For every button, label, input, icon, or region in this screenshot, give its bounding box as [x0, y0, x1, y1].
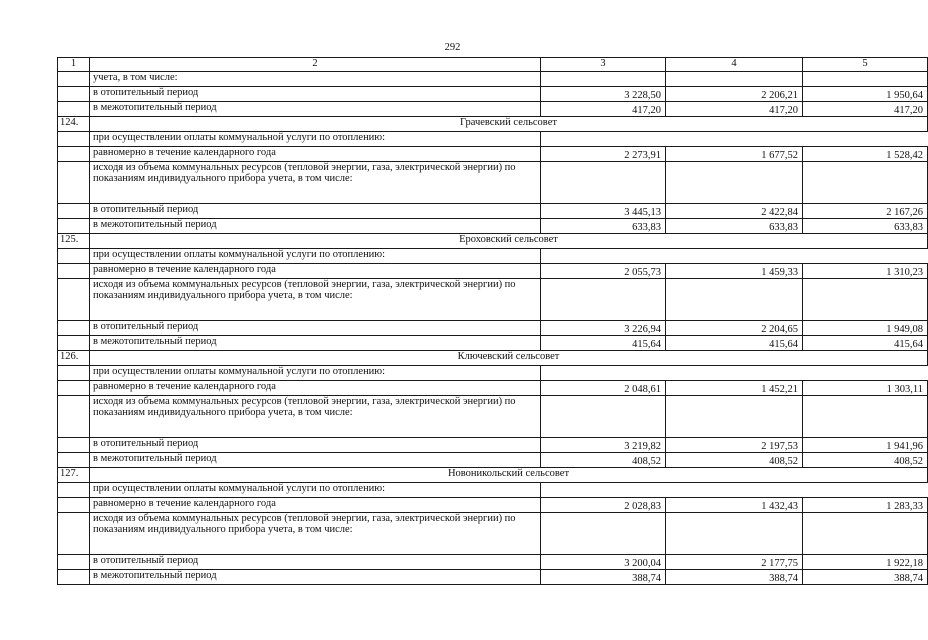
value-col-3: 415,64 [541, 336, 666, 351]
value-col-3: 3 200,04 [541, 555, 666, 570]
value-col-5 [803, 396, 928, 438]
row-description: равномерно в течение календарного года [90, 147, 541, 162]
row-index [58, 396, 90, 438]
table-row [58, 570, 928, 585]
row-description: в отопительный период [90, 87, 541, 102]
table-row [58, 396, 928, 438]
table-row [58, 147, 928, 162]
row-index [58, 102, 90, 117]
row-index [58, 570, 90, 585]
section-title: Ключевский сельсовет [90, 351, 928, 366]
empty-cell [541, 132, 928, 147]
row-index: 126. [58, 351, 90, 366]
row-index [58, 438, 90, 453]
empty-cell [541, 483, 928, 498]
value-col-3: 3 219,82 [541, 438, 666, 453]
row-index [58, 264, 90, 279]
row-index: 127. [58, 468, 90, 483]
row-index [58, 498, 90, 513]
table-row [58, 87, 928, 102]
table-row [58, 264, 928, 279]
table-row [58, 453, 928, 468]
row-description: исходя из объема коммунальных ресурсов (тепловой энергии, газа, электрической энергии) по показаниям индивидуального прибора учета, в том числе: [90, 279, 541, 321]
row-description: исходя из объема коммунальных ресурсов (тепловой энергии, газа, электрической энергии) по показаниям индивидуального прибора учета, в том числе: [90, 162, 541, 204]
value-col-3 [541, 162, 666, 204]
section-row [58, 234, 928, 249]
value-col-5: 1 528,42 [803, 147, 928, 162]
row-description: равномерно в течение календарного года [90, 381, 541, 396]
row-index [58, 453, 90, 468]
row-index [58, 513, 90, 555]
value-col-3: 3 445,13 [541, 204, 666, 219]
value-col-5 [803, 162, 928, 204]
value-col-5: 1 941,96 [803, 438, 928, 453]
row-description: исходя из объема коммунальных ресурсов (тепловой энергии, газа, электрической энергии) по показаниям индивидуального прибора учета, в том числе: [90, 513, 541, 555]
value-col-5: 415,64 [803, 336, 928, 351]
value-col-5: 1 922,18 [803, 555, 928, 570]
value-col-4: 2 422,84 [666, 204, 803, 219]
value-col-4: 415,64 [666, 336, 803, 351]
value-col-3 [541, 72, 666, 87]
row-index: 124. [58, 117, 90, 132]
table-row [58, 483, 928, 498]
value-col-3: 633,83 [541, 219, 666, 234]
row-index [58, 483, 90, 498]
row-index [58, 381, 90, 396]
tariff-table [57, 57, 928, 585]
value-col-4: 2 204,65 [666, 321, 803, 336]
empty-cell [541, 366, 928, 381]
section-row [58, 351, 928, 366]
row-description: учета, в том числе: [90, 72, 541, 87]
table-body [58, 58, 928, 585]
value-col-3: 3 228,50 [541, 87, 666, 102]
value-col-3: 2 048,61 [541, 381, 666, 396]
value-col-4: 2 206,21 [666, 87, 803, 102]
header-cell-3: 3 [541, 58, 666, 72]
value-col-4 [666, 396, 803, 438]
table-row [58, 438, 928, 453]
section-title: Грачевский сельсовет [90, 117, 928, 132]
row-index: 125. [58, 234, 90, 249]
row-description: равномерно в течение календарного года [90, 498, 541, 513]
value-col-5: 633,83 [803, 219, 928, 234]
value-col-4: 1 452,21 [666, 381, 803, 396]
value-col-5 [803, 72, 928, 87]
value-col-4: 1 677,52 [666, 147, 803, 162]
section-row [58, 117, 928, 132]
table-row [58, 219, 928, 234]
row-description: в межотопительный период [90, 453, 541, 468]
row-label: при осуществлении оплаты коммунальной услуги по отоплению: [90, 132, 541, 147]
row-index [58, 555, 90, 570]
value-col-4: 1 459,33 [666, 264, 803, 279]
table-row [58, 381, 928, 396]
value-col-4 [666, 72, 803, 87]
row-index [58, 87, 90, 102]
value-col-3 [541, 279, 666, 321]
table-row [58, 279, 928, 321]
row-label: при осуществлении оплаты коммунальной услуги по отоплению: [90, 483, 541, 498]
row-description: равномерно в течение календарного года [90, 264, 541, 279]
value-col-4 [666, 162, 803, 204]
row-index [58, 321, 90, 336]
section-title: Ероховский сельсовет [90, 234, 928, 249]
value-col-5: 1 949,08 [803, 321, 928, 336]
table-row [58, 132, 928, 147]
row-index [58, 219, 90, 234]
value-col-5: 1 283,33 [803, 498, 928, 513]
value-col-3: 408,52 [541, 453, 666, 468]
value-col-3: 3 226,94 [541, 321, 666, 336]
value-col-4: 2 177,75 [666, 555, 803, 570]
table-row [58, 321, 928, 336]
header-row [58, 58, 928, 72]
row-description: в межотопительный период [90, 336, 541, 351]
value-col-5: 1 303,11 [803, 381, 928, 396]
row-index [58, 147, 90, 162]
table-row [58, 513, 928, 555]
value-col-3: 2 273,91 [541, 147, 666, 162]
table-row [58, 249, 928, 264]
section-row [58, 468, 928, 483]
table-row [58, 102, 928, 117]
value-col-3: 2 028,83 [541, 498, 666, 513]
header-cell-2: 2 [90, 58, 541, 72]
row-description: в отопительный период [90, 555, 541, 570]
table-row [58, 204, 928, 219]
value-col-3: 388,74 [541, 570, 666, 585]
value-col-3 [541, 396, 666, 438]
value-col-5: 417,20 [803, 102, 928, 117]
row-description: в отопительный период [90, 204, 541, 219]
row-description: исходя из объема коммунальных ресурсов (тепловой энергии, газа, электрической энергии) по показаниям индивидуального прибора учета, в том числе: [90, 396, 541, 438]
row-label: при осуществлении оплаты коммунальной услуги по отоплению: [90, 366, 541, 381]
header-cell-1: 1 [58, 58, 90, 72]
row-index [58, 336, 90, 351]
value-col-5: 1 950,64 [803, 87, 928, 102]
row-index [58, 162, 90, 204]
table-row [58, 336, 928, 351]
value-col-4 [666, 513, 803, 555]
value-col-3: 2 055,73 [541, 264, 666, 279]
value-col-4: 408,52 [666, 453, 803, 468]
value-col-5: 2 167,26 [803, 204, 928, 219]
value-col-5: 1 310,23 [803, 264, 928, 279]
row-description: в отопительный период [90, 438, 541, 453]
header-cell-5: 5 [803, 58, 928, 72]
row-index [58, 279, 90, 321]
header-cell-4: 4 [666, 58, 803, 72]
row-index [58, 366, 90, 381]
value-col-3: 417,20 [541, 102, 666, 117]
value-col-5: 408,52 [803, 453, 928, 468]
value-col-5: 388,74 [803, 570, 928, 585]
row-index [58, 132, 90, 147]
table-row [58, 162, 928, 204]
section-title: Новоникольский сельсовет [90, 468, 928, 483]
row-description: в межотопительный период [90, 219, 541, 234]
row-description: в отопительный период [90, 321, 541, 336]
empty-cell [541, 249, 928, 264]
row-label: при осуществлении оплаты коммунальной услуги по отоплению: [90, 249, 541, 264]
row-description: в межотопительный период [90, 102, 541, 117]
value-col-4 [666, 279, 803, 321]
value-col-5 [803, 279, 928, 321]
row-index [58, 249, 90, 264]
row-index [58, 204, 90, 219]
row-index [58, 72, 90, 87]
table-row [58, 72, 928, 87]
value-col-4: 2 197,53 [666, 438, 803, 453]
value-col-4: 1 432,43 [666, 498, 803, 513]
table-row [58, 498, 928, 513]
value-col-4: 633,83 [666, 219, 803, 234]
value-col-5 [803, 513, 928, 555]
value-col-4: 417,20 [666, 102, 803, 117]
row-description: в межотопительный период [90, 570, 541, 585]
table-row [58, 555, 928, 570]
value-col-3 [541, 513, 666, 555]
page-number: 292 [444, 42, 461, 53]
table-row [58, 366, 928, 381]
value-col-4: 388,74 [666, 570, 803, 585]
